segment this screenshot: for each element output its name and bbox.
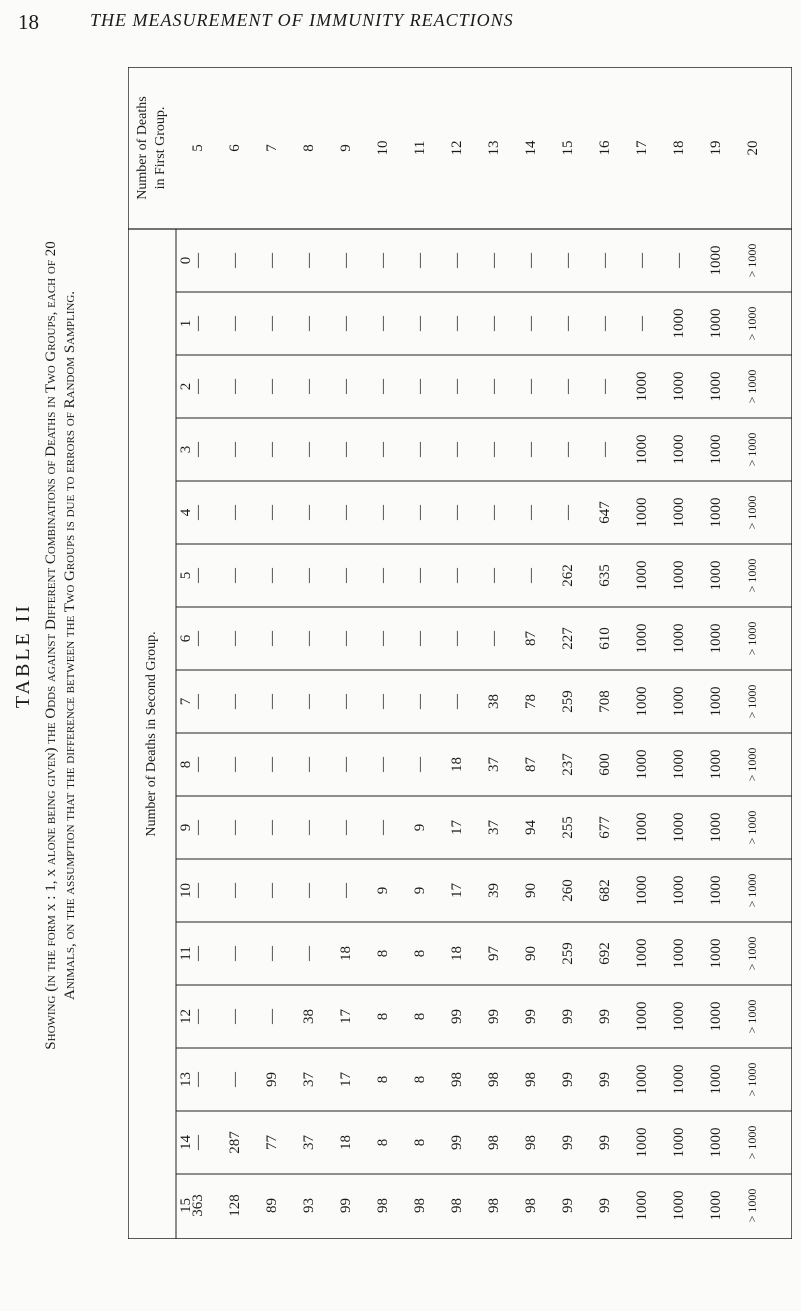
row-label: 11 — [412, 140, 428, 156]
table-cell: 78 — [523, 694, 539, 709]
table-cell: 1000 — [634, 875, 650, 906]
table-cell: 1000 — [708, 623, 724, 654]
table-cell: 1000 — [634, 560, 650, 591]
table-cell: — — [597, 379, 613, 394]
table-cell: 98 — [375, 1198, 391, 1213]
table-cell: 98 — [523, 1072, 539, 1087]
table-cell: 98 — [486, 1072, 502, 1087]
table-caption — [42, 0, 80, 1301]
table-cell: 1000 — [634, 434, 650, 465]
table-cell: > 1000 — [745, 873, 759, 908]
table-cell: — — [264, 1009, 280, 1024]
table-cell: — — [338, 883, 354, 898]
table-cell: 600 — [597, 753, 613, 776]
table-cell: — — [190, 883, 206, 898]
table-cell: — — [412, 442, 428, 457]
table-cell: 1000 — [708, 308, 724, 339]
table-cell: 1000 — [708, 560, 724, 591]
table-cell: 39 — [486, 883, 502, 898]
table-cell: — — [264, 379, 280, 394]
table-cell: — — [190, 379, 206, 394]
table-cell: 1000 — [634, 1064, 650, 1095]
table-cell: — — [597, 253, 613, 268]
table-cell: — — [412, 505, 428, 520]
table-cell: — — [412, 379, 428, 394]
table-cell: — — [449, 505, 465, 520]
table-cell: 1000 — [634, 812, 650, 843]
table-cell: 255 — [560, 816, 576, 839]
table-cell: — — [486, 442, 502, 457]
table-cell: 262 — [560, 564, 576, 587]
table-cell: 1000 — [708, 812, 724, 843]
row-label: 6 — [227, 144, 243, 152]
table-cell: — — [264, 883, 280, 898]
table-cell: 99 — [597, 1135, 613, 1150]
table-cell: — — [634, 253, 650, 268]
table-cell: — — [449, 316, 465, 331]
table-cell: — — [227, 1072, 243, 1087]
row-label: 9 — [338, 144, 354, 152]
table-cell: 38 — [301, 1009, 317, 1024]
column-header: 14 — [178, 1135, 194, 1150]
table-cell: — — [338, 631, 354, 646]
column-header: 0 — [178, 256, 194, 265]
table-cell: 99 — [449, 1135, 465, 1150]
table-cell: 87 — [523, 757, 539, 772]
table-cell: — — [560, 316, 576, 331]
column-header: 11 — [178, 946, 194, 961]
table-cell: — — [523, 253, 539, 268]
table-cell: > 1000 — [745, 369, 759, 404]
table-cell: — — [227, 568, 243, 583]
table-cell: — — [264, 757, 280, 772]
table-cell: — — [227, 946, 243, 961]
table-cell: 1000 — [634, 1001, 650, 1032]
table-cell: — — [227, 1009, 243, 1024]
table-cell: — — [190, 694, 206, 709]
table-cell: — — [412, 631, 428, 646]
row-label: 7 — [264, 144, 280, 152]
table-cell: 1000 — [671, 1190, 687, 1221]
table-cell: — — [375, 253, 391, 268]
row-label: 5 — [190, 144, 206, 152]
table-cell: > 1000 — [745, 243, 759, 278]
column-header: 7 — [178, 697, 194, 706]
table-cell: — — [375, 316, 391, 331]
table-cell: 99 — [560, 1009, 576, 1024]
odds-table — [128, 67, 792, 1239]
table-cell: 98 — [486, 1198, 502, 1213]
table-cell: 692 — [597, 942, 613, 965]
table-cell: 708 — [597, 690, 613, 713]
table-cell: 8 — [375, 1075, 391, 1084]
table-cell: — — [227, 694, 243, 709]
table-cell: — — [227, 379, 243, 394]
first-group-heading-line-1: Number of Deaths — [135, 96, 150, 200]
table-cell: 99 — [449, 1009, 465, 1024]
table-cell: 18 — [449, 757, 465, 772]
table-cell: — — [301, 820, 317, 835]
table-cell: 90 — [523, 883, 539, 898]
table-cell: 1000 — [671, 1001, 687, 1032]
table-cell: — — [449, 694, 465, 709]
table-cell: — — [671, 253, 687, 268]
table-cell: 1000 — [671, 1127, 687, 1158]
table-cell: 93 — [301, 1198, 317, 1213]
table-cell: — — [227, 757, 243, 772]
row-label: 20 — [745, 140, 761, 156]
table-cell: 9 — [412, 823, 428, 832]
table-cell: > 1000 — [745, 306, 759, 341]
column-header: 1 — [178, 319, 194, 328]
second-group-heading: Number of Deaths in Second Group. — [144, 631, 159, 837]
table-cell: 1000 — [634, 1127, 650, 1158]
table-cell: 1000 — [634, 749, 650, 780]
table-cell: > 1000 — [745, 1125, 759, 1160]
table-cell: — — [190, 1009, 206, 1024]
table-cell: 98 — [449, 1072, 465, 1087]
table-cell: — — [523, 505, 539, 520]
table-cell: 610 — [597, 627, 613, 650]
table-cell: — — [560, 379, 576, 394]
table-cell: — — [338, 505, 354, 520]
table-cell: 259 — [560, 690, 576, 713]
table-cell: 18 — [338, 1135, 354, 1150]
table-cell: 99 — [560, 1072, 576, 1087]
table-cell: — — [227, 505, 243, 520]
table-cell: 363 — [190, 1194, 206, 1217]
table-cell: — — [449, 568, 465, 583]
table-cell: — — [523, 442, 539, 457]
table-cell: 38 — [486, 694, 502, 709]
table-cell: 17 — [338, 1072, 354, 1087]
row-label: 15 — [560, 140, 576, 156]
table-cell: 1000 — [634, 1190, 650, 1221]
table-cell: — — [301, 316, 317, 331]
table-cell: — — [338, 820, 354, 835]
table-cell: — — [375, 820, 391, 835]
table-cell: > 1000 — [745, 621, 759, 656]
table-cell: — — [227, 883, 243, 898]
table-cell: 1000 — [634, 938, 650, 969]
row-label: 16 — [597, 140, 613, 156]
table-cell: — — [301, 631, 317, 646]
table-cell: — — [264, 253, 280, 268]
column-header: 3 — [178, 445, 194, 454]
table-cell: — — [338, 253, 354, 268]
caption-line-1: Showing (in the form x : 1, x alone being given) the Odds against Different Combinations of Deaths in Two Groups, each of 20 — [43, 241, 59, 1050]
table-cell: 99 — [338, 1198, 354, 1213]
table-cell: — — [190, 757, 206, 772]
table-cell: — — [375, 505, 391, 520]
table-cell: 260 — [560, 879, 576, 902]
table-cell: 1000 — [708, 434, 724, 465]
table-cell: 99 — [560, 1135, 576, 1150]
table-cell: 1000 — [708, 1064, 724, 1095]
table-cell: 94 — [523, 820, 539, 835]
table-cell: 1000 — [634, 497, 650, 528]
table-cell: — — [190, 253, 206, 268]
table-cell: > 1000 — [745, 558, 759, 593]
table-cell: 647 — [597, 501, 613, 524]
table-cell: — — [264, 694, 280, 709]
table-cell: 77 — [264, 1135, 280, 1150]
table-cell: 1000 — [708, 371, 724, 402]
table-cell: — — [412, 316, 428, 331]
table-cell: — — [449, 379, 465, 394]
table-cell: — — [301, 946, 317, 961]
table-cell: 1000 — [708, 686, 724, 717]
table-cell: > 1000 — [745, 684, 759, 719]
column-header: 9 — [178, 823, 194, 832]
table-cell: > 1000 — [745, 936, 759, 971]
table-cell: 98 — [486, 1135, 502, 1150]
table-cell: — — [301, 379, 317, 394]
table-cell: 1000 — [708, 497, 724, 528]
table-cell: 227 — [560, 627, 576, 650]
table-cell: — — [449, 253, 465, 268]
table-cell: — — [301, 505, 317, 520]
table-cell: — — [560, 253, 576, 268]
running-head: THE MEASUREMENT OF IMMUNITY REACTIONS — [90, 10, 514, 30]
table-cell: 635 — [597, 564, 613, 587]
table-cell: — — [486, 568, 502, 583]
table-cell: 1000 — [708, 1127, 724, 1158]
table-cell: — — [264, 631, 280, 646]
table-cell: — — [301, 442, 317, 457]
table-cell: 89 — [264, 1198, 280, 1213]
table-cell: 1000 — [708, 875, 724, 906]
table-cell: 8 — [412, 1012, 428, 1021]
table-cell: 17 — [449, 820, 465, 835]
table-cell: 1000 — [671, 371, 687, 402]
row-label: 17 — [634, 140, 650, 156]
table-cell: — — [597, 442, 613, 457]
table-cell: — — [375, 379, 391, 394]
table-cell: 1000 — [671, 434, 687, 465]
table-cell: — — [190, 568, 206, 583]
caption-line-2: Animals, on the assumption that the difference between the Two Groups is due to errors of Random Sampling. — [62, 290, 78, 1001]
table-cell: 37 — [486, 820, 502, 835]
table-cell: 287 — [227, 1131, 243, 1154]
table-cell: — — [412, 253, 428, 268]
table-cell: 1000 — [671, 560, 687, 591]
table-cell: — — [301, 253, 317, 268]
table-cell: 1000 — [708, 1001, 724, 1032]
table-cell: — — [264, 820, 280, 835]
table-cell: 1000 — [671, 875, 687, 906]
column-header: 10 — [178, 883, 194, 898]
table-cell: 37 — [486, 757, 502, 772]
table-cell: 1000 — [671, 749, 687, 780]
table-cell: — — [486, 253, 502, 268]
table-cell: 1000 — [708, 749, 724, 780]
table-cell: — — [486, 316, 502, 331]
table-cell: — — [338, 757, 354, 772]
table-cell: — — [190, 442, 206, 457]
table-cell: — — [264, 316, 280, 331]
table-cell: 9 — [412, 886, 428, 895]
table-cell: — — [338, 694, 354, 709]
row-label: 14 — [523, 140, 539, 156]
table-cell: 99 — [597, 1198, 613, 1213]
table-cell: 1000 — [671, 623, 687, 654]
table-cell: — — [486, 505, 502, 520]
column-header: 12 — [178, 1009, 194, 1024]
row-label: 18 — [671, 140, 687, 156]
table-cell: 18 — [338, 946, 354, 961]
table-cell: — — [375, 694, 391, 709]
table-cell: 682 — [597, 879, 613, 902]
table-cell: — — [634, 316, 650, 331]
table-cell: 17 — [338, 1009, 354, 1024]
table-cell: — — [190, 316, 206, 331]
table-cell: — — [375, 757, 391, 772]
table-cell: — — [338, 379, 354, 394]
table-cell: — — [227, 442, 243, 457]
table-cell: 37 — [301, 1135, 317, 1150]
table-cell: — — [264, 442, 280, 457]
column-header: 5 — [178, 571, 194, 580]
table-cell: — — [560, 442, 576, 457]
table-cell: — — [523, 316, 539, 331]
table-cell: 99 — [523, 1009, 539, 1024]
row-label: 10 — [375, 140, 391, 156]
table-cell: 1000 — [708, 1190, 724, 1221]
table-cell: 8 — [375, 1138, 391, 1147]
table-cell: 18 — [449, 946, 465, 961]
table-cell: 8 — [375, 1012, 391, 1021]
table-cell: — — [301, 568, 317, 583]
table-cell: 99 — [597, 1009, 613, 1024]
table-cell: — — [190, 1072, 206, 1087]
table-cell: — — [338, 442, 354, 457]
table-cell: 1000 — [671, 308, 687, 339]
table-cell: 259 — [560, 942, 576, 965]
table-cell: 17 — [449, 883, 465, 898]
table-cell: 1000 — [634, 623, 650, 654]
table-cell: — — [375, 442, 391, 457]
table-cell: — — [227, 316, 243, 331]
column-header: 13 — [178, 1072, 194, 1087]
table-cell: 98 — [523, 1135, 539, 1150]
row-label: 12 — [449, 140, 465, 156]
table-cell: 98 — [449, 1198, 465, 1213]
table-cell: 8 — [375, 949, 391, 958]
table-cell: 99 — [560, 1198, 576, 1213]
table-cell: 1000 — [671, 1064, 687, 1095]
table-cell: 1000 — [634, 371, 650, 402]
table-cell: — — [560, 505, 576, 520]
table-cell: — — [227, 631, 243, 646]
table-cell: — — [227, 820, 243, 835]
table-cell: > 1000 — [745, 1188, 759, 1223]
table-cell: 97 — [486, 946, 502, 961]
table-cell: 99 — [264, 1072, 280, 1087]
table-cell: 99 — [486, 1009, 502, 1024]
table-cell: — — [190, 1135, 206, 1150]
table-cell: — — [190, 946, 206, 961]
table-cell: 1000 — [671, 686, 687, 717]
table-cell: 128 — [227, 1194, 243, 1217]
table-cell: — — [523, 379, 539, 394]
table-cell: 1000 — [708, 938, 724, 969]
column-header: 15 — [178, 1198, 194, 1213]
table-cell: 1000 — [671, 812, 687, 843]
table-cell: 99 — [597, 1072, 613, 1087]
table-cell: — — [486, 379, 502, 394]
column-header: 8 — [178, 760, 194, 769]
table-cell: > 1000 — [745, 1062, 759, 1097]
table-cell: — — [597, 316, 613, 331]
table-cell: 90 — [523, 946, 539, 961]
table-cell: > 1000 — [745, 810, 759, 845]
page-number: 18 — [18, 10, 39, 34]
table-cell: 1000 — [671, 497, 687, 528]
table-cell: — — [301, 757, 317, 772]
table-cell: — — [338, 316, 354, 331]
table-cell: 237 — [560, 753, 576, 776]
table-cell: — — [264, 946, 280, 961]
table-cell: 8 — [412, 1075, 428, 1084]
table-cell: 8 — [412, 1138, 428, 1147]
table-cell: > 1000 — [745, 747, 759, 782]
table-cell: — — [338, 568, 354, 583]
table-cell: — — [264, 568, 280, 583]
table-cell: 1000 — [634, 686, 650, 717]
table-cell: 1000 — [671, 938, 687, 969]
table-cell: 1000 — [708, 245, 724, 276]
column-header: 6 — [178, 634, 194, 643]
table-cell: — — [375, 568, 391, 583]
table-cell: 9 — [375, 886, 391, 895]
table-cell: — — [523, 568, 539, 583]
table-cell: — — [190, 631, 206, 646]
table-cell: 87 — [523, 631, 539, 646]
table-cell: 37 — [301, 1072, 317, 1087]
table-cell: — — [190, 820, 206, 835]
table-cell: — — [301, 883, 317, 898]
table-cell: — — [486, 631, 502, 646]
table-cell: — — [412, 568, 428, 583]
column-header: 2 — [178, 382, 194, 391]
table-cell: 677 — [597, 816, 613, 839]
table-cell: 8 — [412, 949, 428, 958]
row-label: 8 — [301, 144, 317, 152]
table-cell: 98 — [523, 1198, 539, 1213]
table-cell: — — [449, 442, 465, 457]
table-cell: > 1000 — [745, 999, 759, 1034]
row-label: 19 — [708, 140, 724, 156]
table-cell: 98 — [412, 1198, 428, 1213]
table-cell: > 1000 — [745, 432, 759, 467]
column-header: 4 — [178, 508, 194, 517]
table-cell: — — [449, 631, 465, 646]
table-cell: — — [227, 253, 243, 268]
first-group-heading-line-2: in First Group. — [153, 106, 168, 190]
table-cell: > 1000 — [745, 495, 759, 530]
table-cell: — — [190, 505, 206, 520]
table-cell: — — [375, 631, 391, 646]
table-label: TABLE II — [12, 602, 34, 709]
table-cell: — — [412, 757, 428, 772]
table-cell: — — [264, 505, 280, 520]
first-group-heading — [134, 67, 170, 229]
row-label: 13 — [486, 140, 502, 156]
table-cell: — — [301, 694, 317, 709]
table-cell: — — [412, 694, 428, 709]
